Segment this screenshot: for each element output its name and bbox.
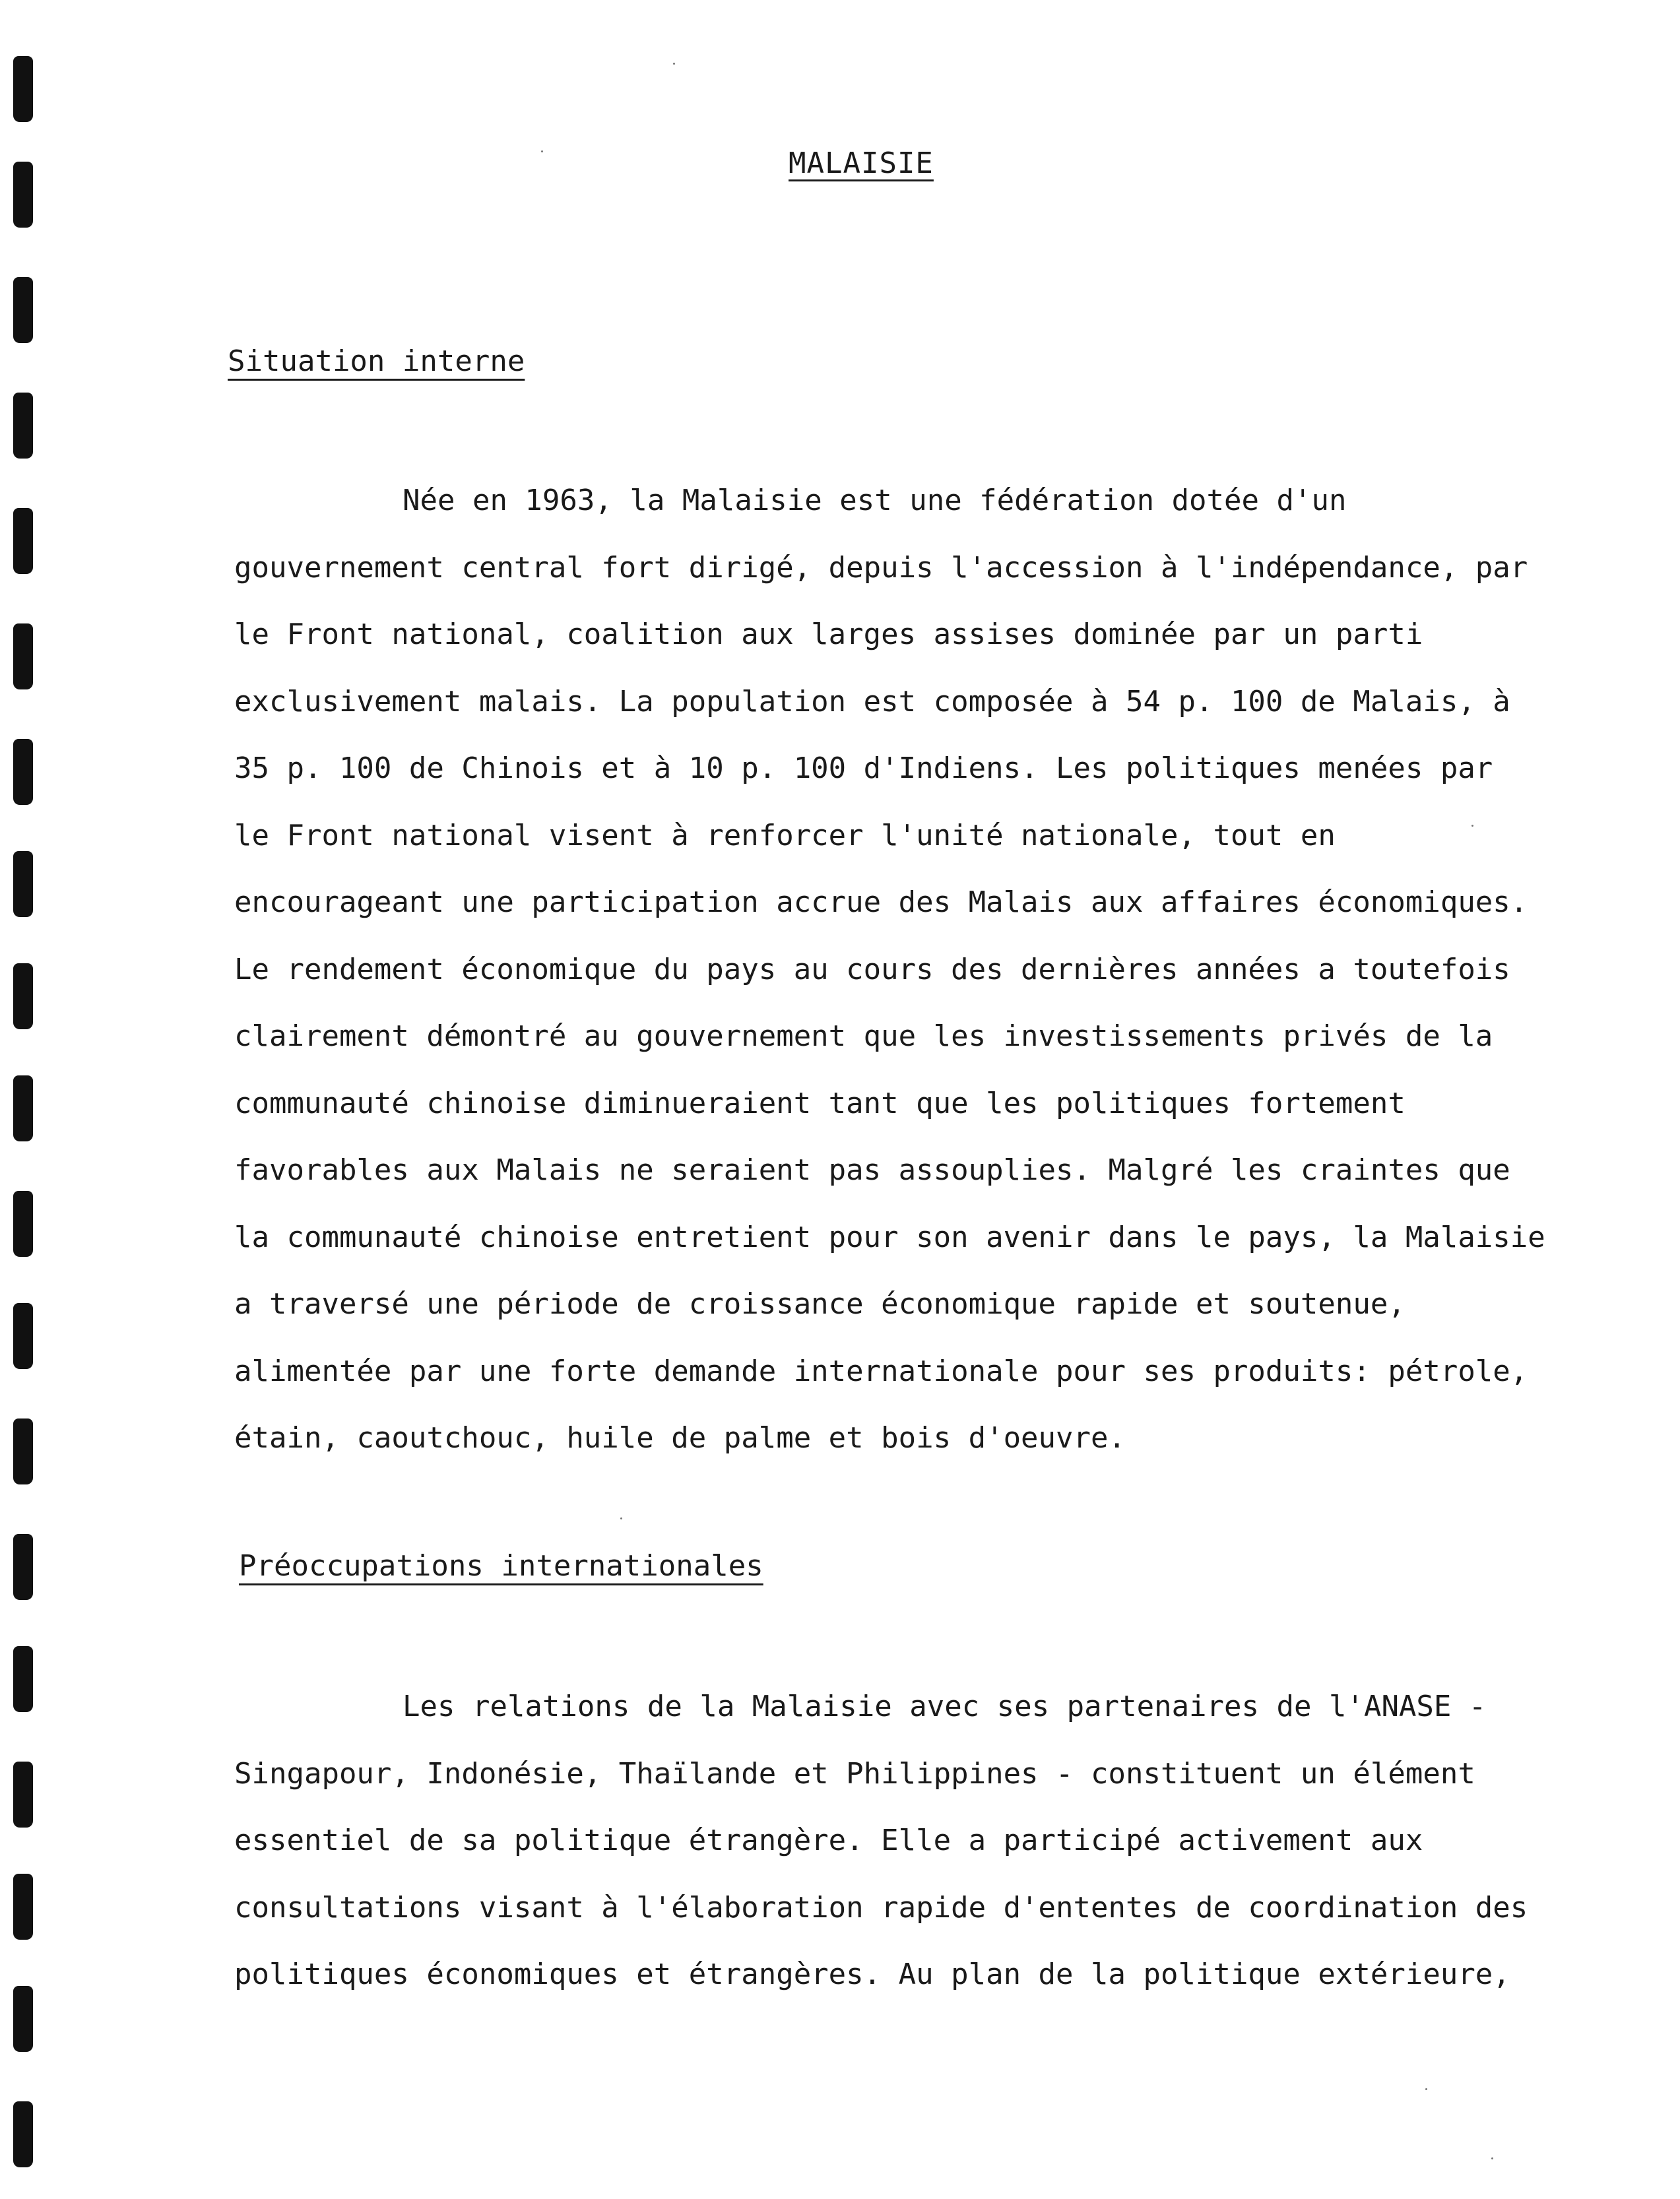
text-line: Le rendement économique du pays au cours des dernières années a toutefois <box>234 952 1510 986</box>
text-line: alimentée par une forte demande internationale pour ses produits: pétrole, <box>234 1354 1528 1388</box>
text-line: Née en 1963, la Malaisie est une fédération dotée d'un <box>403 484 1347 517</box>
binding-hole <box>13 2101 33 2167</box>
binding-hole <box>13 1534 33 1600</box>
scan-speck <box>1425 2088 1427 2090</box>
binding-hole <box>13 1646 33 1712</box>
scan-speck <box>1491 2157 1493 2159</box>
page-title: MALAISIE <box>789 146 934 180</box>
text-line: communauté chinoise diminueraient tant que les politiques fortement <box>234 1086 1405 1120</box>
text-line: gouvernement central fort dirigé, depuis l'accession à l'indépendance, par <box>234 550 1528 585</box>
scan-speck <box>620 1517 622 1519</box>
text-line: encourageant une participation accrue des Malais aux affaires économiques. <box>234 885 1528 919</box>
binding-hole <box>13 508 33 574</box>
paragraph-situation-interne <box>234 467 1545 1472</box>
binding-hole <box>13 1303 33 1369</box>
text-line: Singapour, Indonésie, Thaïlande et Philippines - constituent un élément <box>234 1756 1475 1791</box>
text-line: favorables aux Malais ne seraient pas assouplies. Malgré les craintes que <box>234 1153 1510 1187</box>
binding-hole <box>13 739 33 805</box>
binding-hole <box>13 851 33 917</box>
binding-hole <box>13 277 33 343</box>
text-line: a traversé une période de croissance économique rapide et soutenue, <box>234 1287 1405 1321</box>
text-line: exclusivement malais. La population est composée à 54 p. 100 de Malais, à <box>234 684 1510 718</box>
text-line: politiques économiques et étrangères. Au plan de la politique extérieure, <box>234 1958 1510 1991</box>
section-heading-preoccupations-internationales: Préoccupations internationales <box>239 1549 763 1583</box>
paragraph-preoccupations-internationales <box>234 1673 1528 2008</box>
binding-hole <box>13 1191 33 1257</box>
text-line: la communauté chinoise entretient pour son avenir dans le pays, la Malaisie <box>234 1220 1545 1254</box>
text-line: consultations visant à l'élaboration rapide d'ententes de coordination des <box>234 1890 1528 1925</box>
binding-hole <box>13 393 33 459</box>
binding-hole <box>13 1762 33 1828</box>
section-heading-situation-interne: Situation interne <box>228 344 525 378</box>
scan-speck <box>673 63 675 65</box>
binding-holes <box>0 0 53 2199</box>
binding-hole <box>13 623 33 689</box>
text-line: Les relations de la Malaisie avec ses partenaires de l'ANASE - <box>403 1690 1487 1723</box>
text-line: le Front national visent à renforcer l'unité nationale, tout en <box>234 818 1336 852</box>
scan-speck <box>1471 825 1473 827</box>
text-line: essentiel de sa politique étrangère. Elle a participé activement aux <box>234 1824 1423 1857</box>
binding-hole <box>13 56 33 122</box>
text-line: étain, caoutchouc, huile de palme et bois d'oeuvre. <box>234 1421 1126 1455</box>
binding-hole <box>13 1986 33 2052</box>
binding-hole <box>13 162 33 228</box>
binding-hole <box>13 1418 33 1484</box>
binding-hole <box>13 963 33 1029</box>
text-line: le Front national, coalition aux larges assises dominée par un parti <box>234 618 1423 651</box>
scan-speck <box>541 150 543 152</box>
text-line: clairement démontré au gouvernement que les investissements privés de la <box>234 1019 1493 1053</box>
text-line: 35 p. 100 de Chinois et à 10 p. 100 d'Indiens. Les politiques menées par <box>234 751 1493 785</box>
binding-hole <box>13 1075 33 1141</box>
binding-hole <box>13 1874 33 1940</box>
